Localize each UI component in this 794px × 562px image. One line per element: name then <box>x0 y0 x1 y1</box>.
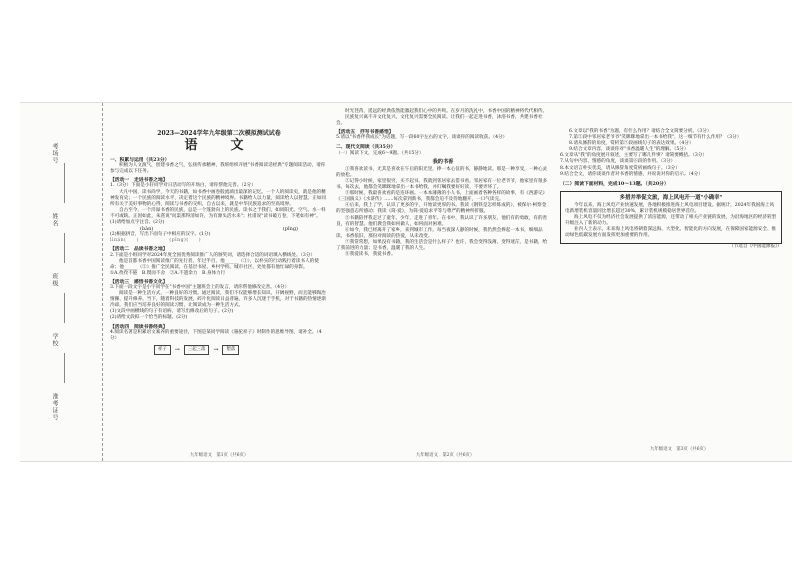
question-3: 3.下面一段文字是小宇同学在"书香中国"主题班会上的发言，请你帮他修改完善。（4分） <box>110 284 290 290</box>
material-paragraph: 海上风电不仅为经济社会发展提供了清洁能源，还带动了相关产业链的发展，为沿海地区的经济转型升级注入了新的动力。 <box>565 215 777 227</box>
pinyin-label: (pīng) <box>282 226 298 233</box>
arrow-icon: → <box>174 345 180 353</box>
mind-map <box>154 345 328 355</box>
mind-map-node: 祥子 <box>154 345 171 355</box>
material-box <box>560 191 782 244</box>
binding-label: 准考证号 <box>51 393 58 421</box>
binding-label: 班级 <box>51 273 58 287</box>
passage-text: 自古至今，一个洋溢书香的民族，总是一个蓬勃向上的民族。读书之于我们，如同阳光、空气、水一样不可或缺。正因如此，朱熹说"问渠那得清如许，为有源头活水来"；杜甫说"读书破万卷，下笔如有神"。 <box>110 207 326 219</box>
passage-text: 他是首都书香中国阅读推广的先行者，年过半百，他______（①），以朴实的行动践行着读书人的使命；他______（②）推广全民阅读，在基层书屋、乡村学校、城市社区，处处都有他忙碌的身影。 <box>110 258 319 270</box>
mind-map-node: 堕落 <box>222 345 239 355</box>
question-9: 9.结合全文，请你谈谈作者对书香的情感，并说说对你的启示。（4分） <box>560 171 703 177</box>
fill-line <box>64 233 65 263</box>
question-7: 7.从句中内容、情感的角度，谈谈第⑥段的作用。（3分） <box>560 159 676 165</box>
question-3b: (2)请给文段拟一个恰当的标题。(2分) <box>110 315 188 321</box>
question-4: 4.阅读名著是积累语文素养的重要途径，下图是某同学阅读《骆驼祥子》时制作的思维导图，请补全。（4分） <box>110 329 322 341</box>
essay-paragraph: ⑦我常常想，如果没有书籍，我的生活会是什么样子？也许，我会变得浅薄，变得迷茫。是书籍，给了我前进的力量；是书香，温暖了我的人生。 <box>336 239 548 251</box>
question-1a: (1)请给加点字注音。(2分) <box>110 220 165 226</box>
question-6: 6.文章从"我"的角度展开叙述，主要写了哪几件事？请简要概括。（3分） <box>560 153 708 159</box>
fill-line <box>64 353 65 383</box>
page-footer: 九年级语文 第2页（共6页） <box>416 452 475 458</box>
material-source: （节选自《中国能源报》） <box>729 243 782 249</box>
subject-title: 语 文 <box>184 138 254 154</box>
essay-paragraph: ⑥如今，我已经离开了家乡，来到城市工作。每当夜深人静的时候，我仍然会捧起一本书，细细品读。书香依旧，那份对阅读的热爱，从未改变。 <box>336 227 543 239</box>
binding-margin <box>20 103 103 461</box>
material-title: 多措并举促文旅，海上风电开一道"小确幸" <box>619 194 723 201</box>
essay-paragraph: ④后来，我上了学，认识了更多的字，开始读更厚的书。我读《钢铁是怎样炼成的》，被保尔·柯察金的坚强意志所感动；我读《简·爱》，为简·爱追求平等与尊严的精神所折服。 <box>336 203 547 215</box>
page-1 <box>110 109 328 458</box>
binding-label: 考场号 <box>51 143 58 164</box>
intro-text: 积极为人文演气，创建书香之气，弘扬传承精神，我班组织开展"书香阅读话经典"专题阅读活动，请你参与完成以下任务。 <box>110 163 326 175</box>
task-heading: 【活动三 感悟书香文化】 <box>110 278 168 285</box>
passage-text: 9.结合文章内容，谈谈你对"书香温暖人生"的理解。（5分） <box>569 147 689 153</box>
task-heading: 【活动一 走进书香之地】 <box>110 177 168 184</box>
passage-text: 民族复兴离不开文化复兴，文化复兴需要全民阅读。让我们一起走进书香，沐浴书香，共建书香社会。 <box>336 115 543 127</box>
question-3a: (1)文段中画横线的句子有语病，请写出修改后的句子。(2分) <box>110 309 234 315</box>
section-heading: 一、积累与运用（共23分） <box>110 157 170 164</box>
passage-text: 大凡中国，读书尚学，今天的书籍，如书香中画卷般流淌出最深的记忆。一个人的阅读史，就是他的精神发育史；一个民族的阅读水平，决定着这个民族的精神境界。书籍给人以力量，阅读给人以智慧。正如同所有关于美好事物的心得，阅读与书香的交织，自古以来，就是中华民族追求的至高境界。 <box>110 189 326 207</box>
exam-sheet <box>20 102 792 462</box>
task-heading: 【活动二 品读书香之地】 <box>110 246 168 253</box>
passage-text: 7.第②段中邻居家老爷爷"笑眯眯地拿出一本书给我"，这一细节有什么作用？（3分） <box>569 135 742 141</box>
fill-line <box>64 293 65 323</box>
passage-text: 阅读是一种生活方式，一种良好的习惯。通过阅读，我们不仅能够增长知识、开阔视野，而且能够陶冶情操、提升修养。当下，随着科技的发展，碎片化阅读日益普遍，许多人沉迷于手机，对于书籍的热情逐渐冷却。我们应当培养良好的阅读习惯，让阅读成为一种生活方式。 <box>110 291 326 309</box>
reading-heading: （一）阅读下文，完成6～9题。（共15分） <box>336 150 424 156</box>
page-2 <box>336 109 550 458</box>
binding-label: 姓名 <box>51 213 58 227</box>
material-paragraph: 今年以来，海上风电产业快速发展，各地积极推进海上风电项目建设。据统计，2024年我国海上风电新增装机容量同比增长超过30%，累计装机规模稳居世界首位。 <box>565 202 775 215</box>
section-heading: 二、现代文阅读（共35分） <box>336 144 396 151</box>
passage-text: 时光荏苒，遥远的经典依然能激起我们心中的共鸣。在岁月的洗礼中，书香中国的精神将代代相传。 <box>345 109 548 114</box>
question-1: 1.（3分）下面是小轩同学对日活动写的开场白，请你帮他完善。（2分） <box>110 183 256 189</box>
question-1b: (2)根据拼音，写出下面句子中相应的汉字。(1分) <box>110 232 211 238</box>
reading-heading: （二）阅读下面材料，完成10～13题。（共20分） <box>560 180 669 187</box>
mind-map-node: 三起三落 <box>184 345 210 355</box>
question-5: 5.请以"书香伴我成长"为话题，写一段60字左右的文字，谈谈你的阅读收获。（4分） <box>336 135 508 141</box>
passage-text: 8.请从修辞的角度，赏析第⑦段画线句子的表达效果。（4分） <box>569 141 694 147</box>
essay-paragraph: ⑤书籍陪伴我走过了童年、少年，走进了青年。在书中，我认识了许多朋友，他们有的勇敢，有的善良，有的智慧。他们教会我如何做人，如何面对困难。 <box>336 215 548 227</box>
page-footer: 九年级语文 第1页（共6页） <box>190 452 249 458</box>
essay-paragraph: ①我喜欢读书，尤其是喜欢在午后的阳光里，捧一本心仪的书，静静地读。那是一种享受，一种心灵的放松。 <box>336 166 548 178</box>
binding-label: 学校 <box>51 333 58 347</box>
essay-paragraph: ⑧我爱读书，我爱书香。 <box>345 252 396 258</box>
fill-line <box>64 163 65 203</box>
exam-title: 2023—2024学年九年级第二次模拟测试试卷 <box>157 130 281 137</box>
question-8: 8.本文语言朴实优美，请从修辞角度赏析画线句子。（3分） <box>560 165 680 171</box>
question-2: 2.下面是小组同学对2024年度全国优秀阅读推广人的颁奖词，请选择合适的词语填入横线处。（3分） <box>110 252 316 258</box>
task-heading: 【活动五 抒写书香感悟】 <box>336 129 394 136</box>
essay-paragraph: ②记得小时候，家里很穷，买不起书。我就到邻居家去借书看。邻居家有一位老爷爷，他家里有很多书。每次去，他都会笑眯眯地拿出一本书给我，并叮嘱我要好好读，不要弄坏了。 <box>336 178 548 191</box>
page-3 <box>560 129 782 451</box>
passage-text: 6.文章以"我的书香"为题，有什么作用？请结合全文简要分析。（3分） <box>569 129 712 134</box>
arrow-icon: → <box>213 345 219 353</box>
question-options: ①A.孜孜不倦 B.锲而不舍 ②A.不遗余力 B.身体力行 <box>110 270 226 276</box>
essay-title: 我的书香 <box>432 158 454 165</box>
task-heading: 【活动四 阅读书香经典】 <box>110 323 168 330</box>
page-footer: 九年级语文 第3页（共6页） <box>650 446 709 452</box>
material-paragraph: 业内人士表示，未来海上风电将朝着深远海、大型化、智能化的方向发展，在保障国家能源安全、推动绿色低碳发展方面发挥更加重要的作用。 <box>565 227 777 239</box>
pinyin-label: (bàn) <box>140 226 154 233</box>
essay-paragraph: ③那时候，我最喜欢看的是连环画。一本本薄薄的小人书，上面画着各种各样的故事，有《西游记》《三国演义》《水浒传》……每次拿到新书，我都会迫不及待地翻开，一口气读完。 <box>336 191 548 203</box>
answer-blank[interactable]: lìnán( ) (pīng)( ) <box>110 238 202 244</box>
